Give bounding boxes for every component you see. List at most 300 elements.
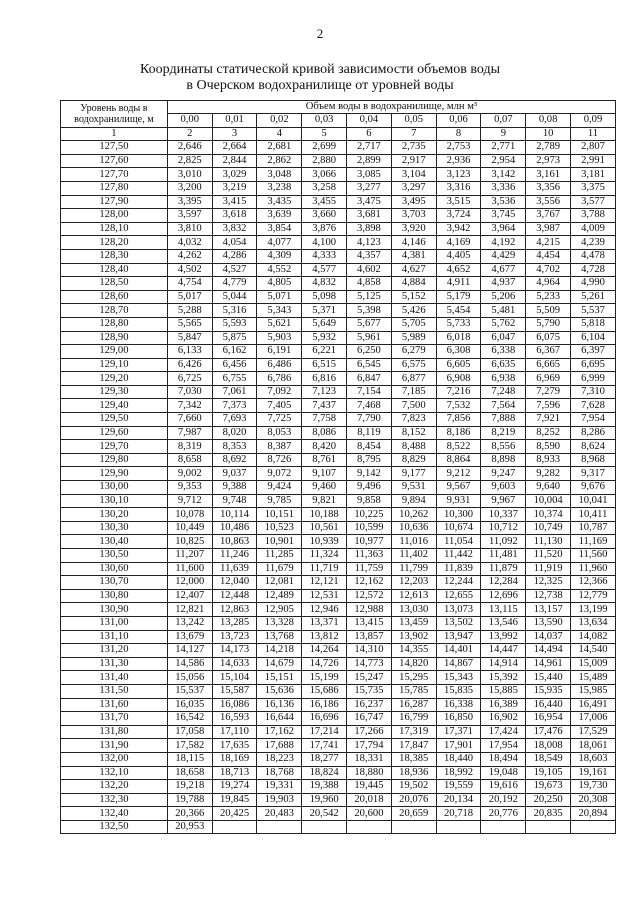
volume-cell: 8,319 bbox=[167, 440, 212, 454]
volume-cell: 19,960 bbox=[302, 793, 347, 807]
table-row bbox=[61, 589, 616, 603]
volume-cell: 5,961 bbox=[347, 331, 392, 345]
volume-cell: 14,310 bbox=[347, 644, 392, 658]
volume-cell: 4,123 bbox=[347, 236, 392, 250]
volume-cell: 11,363 bbox=[347, 549, 392, 563]
volume-cell: 13,947 bbox=[436, 630, 481, 644]
volume-cell: 10,374 bbox=[526, 508, 571, 522]
volume-cell: 9,142 bbox=[347, 467, 392, 481]
level-cell: 128,30 bbox=[61, 249, 168, 263]
volume-cell: 14,586 bbox=[167, 657, 212, 671]
volume-cell: 18,061 bbox=[571, 739, 616, 753]
volume-cell: 18,713 bbox=[212, 766, 257, 780]
volume-cell: 18,936 bbox=[391, 766, 436, 780]
volume-cell: 5,152 bbox=[391, 290, 436, 304]
volume-cell: 20,659 bbox=[391, 807, 436, 821]
volume-cell: 10,863 bbox=[212, 535, 257, 549]
volume-cell: 8,864 bbox=[436, 453, 481, 467]
volume-cell: 3,435 bbox=[257, 195, 302, 209]
volume-cell: 6,605 bbox=[436, 358, 481, 372]
volume-cell: 11,639 bbox=[212, 562, 257, 576]
subcolumn-header: 0,01 bbox=[212, 114, 257, 128]
volume-cell: 7,437 bbox=[302, 399, 347, 413]
level-cell: 129,90 bbox=[61, 467, 168, 481]
volume-cell: 7,342 bbox=[167, 399, 212, 413]
volume-cell: 10,041 bbox=[571, 494, 616, 508]
volume-cell: 15,935 bbox=[526, 684, 571, 698]
volume-cell bbox=[481, 820, 526, 834]
volume-cell: 18,277 bbox=[302, 752, 347, 766]
volume-cell: 5,098 bbox=[302, 290, 347, 304]
level-cell: 129,30 bbox=[61, 385, 168, 399]
volume-cell: 5,179 bbox=[436, 290, 481, 304]
volume-cell: 11,560 bbox=[571, 549, 616, 563]
column-number: 11 bbox=[571, 127, 616, 141]
volume-cell: 18,440 bbox=[436, 752, 481, 766]
volume-cell: 15,151 bbox=[257, 671, 302, 685]
volume-cell: 17,794 bbox=[347, 739, 392, 753]
volume-cell: 15,835 bbox=[436, 684, 481, 698]
level-cell: 130,70 bbox=[61, 576, 168, 590]
volume-cell: 10,486 bbox=[212, 521, 257, 535]
volume-cell: 5,261 bbox=[571, 290, 616, 304]
table-row bbox=[61, 630, 616, 644]
volume-cell: 17,741 bbox=[302, 739, 347, 753]
volume-cell: 15,392 bbox=[481, 671, 526, 685]
volume-cell: 12,489 bbox=[257, 589, 302, 603]
volume-cell: 4,677 bbox=[481, 263, 526, 277]
level-cell: 130,50 bbox=[61, 549, 168, 563]
table-row bbox=[61, 440, 616, 454]
column-number: 7 bbox=[391, 127, 436, 141]
volume-cell: 13,030 bbox=[391, 603, 436, 617]
volume-cell: 3,597 bbox=[167, 209, 212, 223]
volume-cell: 18,494 bbox=[481, 752, 526, 766]
volume-cell: 7,061 bbox=[212, 385, 257, 399]
volume-cell: 12,905 bbox=[257, 603, 302, 617]
volume-cell: 18,824 bbox=[302, 766, 347, 780]
volume-cell: 17,635 bbox=[212, 739, 257, 753]
level-cell: 128,90 bbox=[61, 331, 168, 345]
volume-cell: 6,665 bbox=[526, 358, 571, 372]
volume-cell: 2,844 bbox=[212, 154, 257, 168]
level-cell: 128,60 bbox=[61, 290, 168, 304]
volume-cell: 12,655 bbox=[436, 589, 481, 603]
volume-cell: 20,076 bbox=[391, 793, 436, 807]
volume-cell: 8,624 bbox=[571, 440, 616, 454]
volume-cell: 19,445 bbox=[347, 780, 392, 794]
volume-cell: 4,286 bbox=[212, 249, 257, 263]
volume-cell: 6,426 bbox=[167, 358, 212, 372]
volume-cell: 4,728 bbox=[571, 263, 616, 277]
volume-cell: 7,823 bbox=[391, 413, 436, 427]
volume-cell: 10,787 bbox=[571, 521, 616, 535]
volume-cell: 13,242 bbox=[167, 616, 212, 630]
document-title bbox=[0, 62, 640, 94]
volume-cell: 10,337 bbox=[481, 508, 526, 522]
volume-cell: 9,282 bbox=[526, 467, 571, 481]
volume-cell: 3,258 bbox=[302, 181, 347, 195]
volume-cell: 7,030 bbox=[167, 385, 212, 399]
volume-cell: 8,829 bbox=[391, 453, 436, 467]
volume-cell: 9,640 bbox=[526, 481, 571, 495]
volume-cell: 3,277 bbox=[347, 181, 392, 195]
volume-cell: 6,515 bbox=[302, 358, 347, 372]
volume-cell: 4,652 bbox=[436, 263, 481, 277]
table-row bbox=[61, 793, 616, 807]
volume-cell: 9,424 bbox=[257, 481, 302, 495]
volume-cell: 7,693 bbox=[212, 413, 257, 427]
volume-cell: 4,627 bbox=[391, 263, 436, 277]
volume-cell: 15,343 bbox=[436, 671, 481, 685]
volume-cell: 8,658 bbox=[167, 453, 212, 467]
volume-cell: 13,812 bbox=[302, 630, 347, 644]
volume-cell: 13,902 bbox=[391, 630, 436, 644]
volume-cell: 6,104 bbox=[571, 331, 616, 345]
volume-cell: 6,755 bbox=[212, 372, 257, 386]
volume-cell: 19,218 bbox=[167, 780, 212, 794]
volume-cell: 3,219 bbox=[212, 181, 257, 195]
level-cell: 130,30 bbox=[61, 521, 168, 535]
volume-cell: 5,288 bbox=[167, 304, 212, 318]
column-number: 2 bbox=[167, 127, 212, 141]
volume-cell: 15,199 bbox=[302, 671, 347, 685]
table-row bbox=[61, 725, 616, 739]
volume-cell: 4,911 bbox=[436, 277, 481, 291]
volume-cell: 20,483 bbox=[257, 807, 302, 821]
volume-cell: 10,411 bbox=[571, 508, 616, 522]
volume-cell: 12,407 bbox=[167, 589, 212, 603]
table-row bbox=[61, 209, 616, 223]
volume-cell: 14,726 bbox=[302, 657, 347, 671]
level-cell: 129,00 bbox=[61, 345, 168, 359]
level-cell: 127,90 bbox=[61, 195, 168, 209]
volume-cell: 3,316 bbox=[436, 181, 481, 195]
volume-cell: 3,142 bbox=[481, 168, 526, 182]
volume-cell: 3,987 bbox=[526, 222, 571, 236]
volume-cell: 11,324 bbox=[302, 549, 347, 563]
volume-cell: 2,825 bbox=[167, 154, 212, 168]
volume-cell: 5,989 bbox=[391, 331, 436, 345]
level-cell: 128,00 bbox=[61, 209, 168, 223]
volume-cell: 14,127 bbox=[167, 644, 212, 658]
table-row bbox=[61, 358, 616, 372]
volume-cell: 9,603 bbox=[481, 481, 526, 495]
volume-cell: 6,047 bbox=[481, 331, 526, 345]
volume-cell: 10,114 bbox=[212, 508, 257, 522]
volume-cell: 8,933 bbox=[526, 453, 571, 467]
volume-cell: 5,343 bbox=[257, 304, 302, 318]
level-cell: 128,20 bbox=[61, 236, 168, 250]
table-row bbox=[61, 263, 616, 277]
volume-cell: 8,387 bbox=[257, 440, 302, 454]
volume-cell: 11,207 bbox=[167, 549, 212, 563]
volume-cell: 6,575 bbox=[391, 358, 436, 372]
volume-cell: 15,247 bbox=[347, 671, 392, 685]
volume-cell: 12,946 bbox=[302, 603, 347, 617]
volume-cell: 16,186 bbox=[302, 698, 347, 712]
volume-cell: 12,121 bbox=[302, 576, 347, 590]
volume-cell: 3,048 bbox=[257, 168, 302, 182]
volume-cell: 6,308 bbox=[436, 345, 481, 359]
volume-cell: 3,181 bbox=[571, 168, 616, 182]
volume-cell: 19,559 bbox=[436, 780, 481, 794]
volume-cell: 7,856 bbox=[436, 413, 481, 427]
volume-cell: 12,821 bbox=[167, 603, 212, 617]
volume-cell: 15,440 bbox=[526, 671, 571, 685]
table-row bbox=[61, 807, 616, 821]
volume-cell: 6,367 bbox=[526, 345, 571, 359]
volume-cell: 12,531 bbox=[302, 589, 347, 603]
volume-cell: 14,494 bbox=[526, 644, 571, 658]
volume-cell: 14,914 bbox=[481, 657, 526, 671]
volume-cell: 12,162 bbox=[347, 576, 392, 590]
table-row bbox=[61, 277, 616, 291]
volume-cell: 4,032 bbox=[167, 236, 212, 250]
column-number: 10 bbox=[526, 127, 571, 141]
table-row bbox=[61, 780, 616, 794]
volume-cell: 4,333 bbox=[302, 249, 347, 263]
volume-cell: 6,456 bbox=[212, 358, 257, 372]
volume-cell: 9,212 bbox=[436, 467, 481, 481]
volume-cell: 11,285 bbox=[257, 549, 302, 563]
volume-cell: 2,646 bbox=[167, 141, 212, 155]
volume-cell: 17,688 bbox=[257, 739, 302, 753]
volume-cell: 7,185 bbox=[391, 385, 436, 399]
volume-cell: 3,085 bbox=[347, 168, 392, 182]
volume-cell: 18,169 bbox=[212, 752, 257, 766]
volume-cell: 7,123 bbox=[302, 385, 347, 399]
volume-cell: 8,119 bbox=[347, 426, 392, 440]
volume-cell: 7,921 bbox=[526, 413, 571, 427]
volume-cell: 10,674 bbox=[436, 521, 481, 535]
volume-cell: 6,075 bbox=[526, 331, 571, 345]
volume-cell: 13,459 bbox=[391, 616, 436, 630]
volume-cell: 3,297 bbox=[391, 181, 436, 195]
volume-cell bbox=[526, 820, 571, 834]
volume-cell: 15,104 bbox=[212, 671, 257, 685]
volume-cell: 9,072 bbox=[257, 467, 302, 481]
column-number: 9 bbox=[481, 127, 526, 141]
volume-cell: 3,788 bbox=[571, 209, 616, 223]
volume-cell: 10,449 bbox=[167, 521, 212, 535]
volume-cell: 20,250 bbox=[526, 793, 571, 807]
volume-cell: 11,520 bbox=[526, 549, 571, 563]
level-cell: 127,50 bbox=[61, 141, 168, 155]
volume-cell: 5,044 bbox=[212, 290, 257, 304]
volume-cell: 3,964 bbox=[481, 222, 526, 236]
volume-cell: 6,397 bbox=[571, 345, 616, 359]
volume-cell: 8,219 bbox=[481, 426, 526, 440]
volume-cell: 14,082 bbox=[571, 630, 616, 644]
level-cell: 128,40 bbox=[61, 263, 168, 277]
volume-cell: 6,786 bbox=[257, 372, 302, 386]
volume-cell: 3,336 bbox=[481, 181, 526, 195]
volume-cell: 3,942 bbox=[436, 222, 481, 236]
volume-cell: 8,898 bbox=[481, 453, 526, 467]
volume-cell bbox=[302, 820, 347, 834]
volume-cell: 4,454 bbox=[526, 249, 571, 263]
volume-cell: 9,317 bbox=[571, 467, 616, 481]
volume-cell: 10,300 bbox=[436, 508, 481, 522]
volume-cell: 7,310 bbox=[571, 385, 616, 399]
volume-cell: 8,086 bbox=[302, 426, 347, 440]
subcolumn-header: 0,03 bbox=[302, 114, 347, 128]
volume-cell: 9,712 bbox=[167, 494, 212, 508]
volume-cell: 3,356 bbox=[526, 181, 571, 195]
volume-cell: 10,825 bbox=[167, 535, 212, 549]
volume-cell: 17,162 bbox=[257, 725, 302, 739]
table-row bbox=[61, 576, 616, 590]
volume-cell: 20,776 bbox=[481, 807, 526, 821]
volume-cell: 5,649 bbox=[302, 317, 347, 331]
volume-cell: 11,879 bbox=[481, 562, 526, 576]
volume-cell: 4,964 bbox=[526, 277, 571, 291]
volume-cell: 6,162 bbox=[212, 345, 257, 359]
volume-cell: 4,009 bbox=[571, 222, 616, 236]
volume-cell: 3,703 bbox=[391, 209, 436, 223]
volume-cell: 9,676 bbox=[571, 481, 616, 495]
volume-cell: 5,790 bbox=[526, 317, 571, 331]
table-row bbox=[61, 195, 616, 209]
volume-cell: 19,730 bbox=[571, 780, 616, 794]
volume-cell: 4,077 bbox=[257, 236, 302, 250]
volume-cell: 11,442 bbox=[436, 549, 481, 563]
subcolumn-header: 0,07 bbox=[481, 114, 526, 128]
volume-cell: 19,502 bbox=[391, 780, 436, 794]
table-row bbox=[61, 644, 616, 658]
volume-cell: 6,847 bbox=[347, 372, 392, 386]
volume-cell: 7,092 bbox=[257, 385, 302, 399]
volume-cell bbox=[436, 820, 481, 834]
volume-cell: 16,954 bbox=[526, 712, 571, 726]
table-row bbox=[61, 345, 616, 359]
volume-cell: 8,020 bbox=[212, 426, 257, 440]
level-cell: 131,30 bbox=[61, 657, 168, 671]
volume-cell: 13,502 bbox=[436, 616, 481, 630]
volume-cell: 3,854 bbox=[257, 222, 302, 236]
volume-cell: 3,832 bbox=[212, 222, 257, 236]
volume-cell: 5,818 bbox=[571, 317, 616, 331]
volume-cell: 4,577 bbox=[302, 263, 347, 277]
volume-cell: 8,692 bbox=[212, 453, 257, 467]
volume-cell: 11,130 bbox=[526, 535, 571, 549]
volume-cell: 11,481 bbox=[481, 549, 526, 563]
level-cell: 132,20 bbox=[61, 780, 168, 794]
volume-cell: 5,316 bbox=[212, 304, 257, 318]
volume-cell: 7,500 bbox=[391, 399, 436, 413]
volume-column-header: Объем воды в водохранилище, млн м³ bbox=[167, 101, 615, 114]
volume-cell: 15,636 bbox=[257, 684, 302, 698]
volume-cell: 8,522 bbox=[436, 440, 481, 454]
volume-cell: 3,161 bbox=[526, 168, 571, 182]
volume-cell: 8,488 bbox=[391, 440, 436, 454]
volume-cell: 5,565 bbox=[167, 317, 212, 331]
table-row bbox=[61, 562, 616, 576]
table-row bbox=[61, 413, 616, 427]
level-cell: 130,40 bbox=[61, 535, 168, 549]
table-row bbox=[61, 249, 616, 263]
volume-cell: 18,223 bbox=[257, 752, 302, 766]
volume-cell: 14,173 bbox=[212, 644, 257, 658]
volume-cell: 8,795 bbox=[347, 453, 392, 467]
subcolumn-header: 0,02 bbox=[257, 114, 302, 128]
level-cell: 127,70 bbox=[61, 168, 168, 182]
table-row bbox=[61, 222, 616, 236]
volume-cell: 9,821 bbox=[302, 494, 347, 508]
volume-cell: 8,053 bbox=[257, 426, 302, 440]
level-cell: 127,80 bbox=[61, 181, 168, 195]
volume-cell: 3,810 bbox=[167, 222, 212, 236]
volume-cell: 8,761 bbox=[302, 453, 347, 467]
volume-cell: 3,104 bbox=[391, 168, 436, 182]
volume-cell: 9,531 bbox=[391, 481, 436, 495]
volume-cell: 4,239 bbox=[571, 236, 616, 250]
volume-cell: 2,735 bbox=[391, 141, 436, 155]
volume-cell: 11,054 bbox=[436, 535, 481, 549]
volume-cell: 6,695 bbox=[571, 358, 616, 372]
level-cell: 132,50 bbox=[61, 820, 168, 834]
volume-cell: 18,603 bbox=[571, 752, 616, 766]
volume-cell: 5,071 bbox=[257, 290, 302, 304]
title-line-1: Координаты статической кривой зависимости объемов воды bbox=[139, 62, 501, 77]
volume-cell: 2,899 bbox=[347, 154, 392, 168]
column-number: 5 bbox=[302, 127, 347, 141]
volume-cell: 2,880 bbox=[302, 154, 347, 168]
volume-cell: 20,953 bbox=[167, 820, 212, 834]
volume-cell: 12,863 bbox=[212, 603, 257, 617]
volume-cell: 14,633 bbox=[212, 657, 257, 671]
level-cell: 132,40 bbox=[61, 807, 168, 821]
volume-cell: 11,960 bbox=[571, 562, 616, 576]
volume-cell: 12,988 bbox=[347, 603, 392, 617]
volume-cell: 6,486 bbox=[257, 358, 302, 372]
volume-cell: 2,717 bbox=[347, 141, 392, 155]
volume-cell: 18,658 bbox=[167, 766, 212, 780]
volume-cell: 5,125 bbox=[347, 290, 392, 304]
volume-cell: 12,779 bbox=[571, 589, 616, 603]
volume-cell: 20,718 bbox=[436, 807, 481, 821]
volume-cell: 11,679 bbox=[257, 562, 302, 576]
volume-cell: 13,415 bbox=[347, 616, 392, 630]
volume-cell: 11,799 bbox=[391, 562, 436, 576]
volume-cell: 8,726 bbox=[257, 453, 302, 467]
volume-cell: 5,398 bbox=[347, 304, 392, 318]
level-cell: 130,60 bbox=[61, 562, 168, 576]
volume-cell: 20,366 bbox=[167, 807, 212, 821]
table-row bbox=[61, 399, 616, 413]
volume-cell: 6,938 bbox=[481, 372, 526, 386]
volume-cell: 13,679 bbox=[167, 630, 212, 644]
subcolumn-header: 0,00 bbox=[167, 114, 212, 128]
volume-cell: 3,200 bbox=[167, 181, 212, 195]
volume-table-container bbox=[60, 100, 616, 834]
volume-cell: 9,353 bbox=[167, 481, 212, 495]
table-row bbox=[61, 616, 616, 630]
table-row bbox=[61, 535, 616, 549]
volume-cell: 17,058 bbox=[167, 725, 212, 739]
volume-cell: 2,664 bbox=[212, 141, 257, 155]
table-row bbox=[61, 467, 616, 481]
volume-cell: 5,481 bbox=[481, 304, 526, 318]
level-cell: 127,60 bbox=[61, 154, 168, 168]
volume-cell: 10,151 bbox=[257, 508, 302, 522]
volume-cell: 5,847 bbox=[167, 331, 212, 345]
volume-cell: 16,389 bbox=[481, 698, 526, 712]
volume-cell: 3,618 bbox=[212, 209, 257, 223]
volume-cell: 3,745 bbox=[481, 209, 526, 223]
volume-cell: 15,009 bbox=[571, 657, 616, 671]
